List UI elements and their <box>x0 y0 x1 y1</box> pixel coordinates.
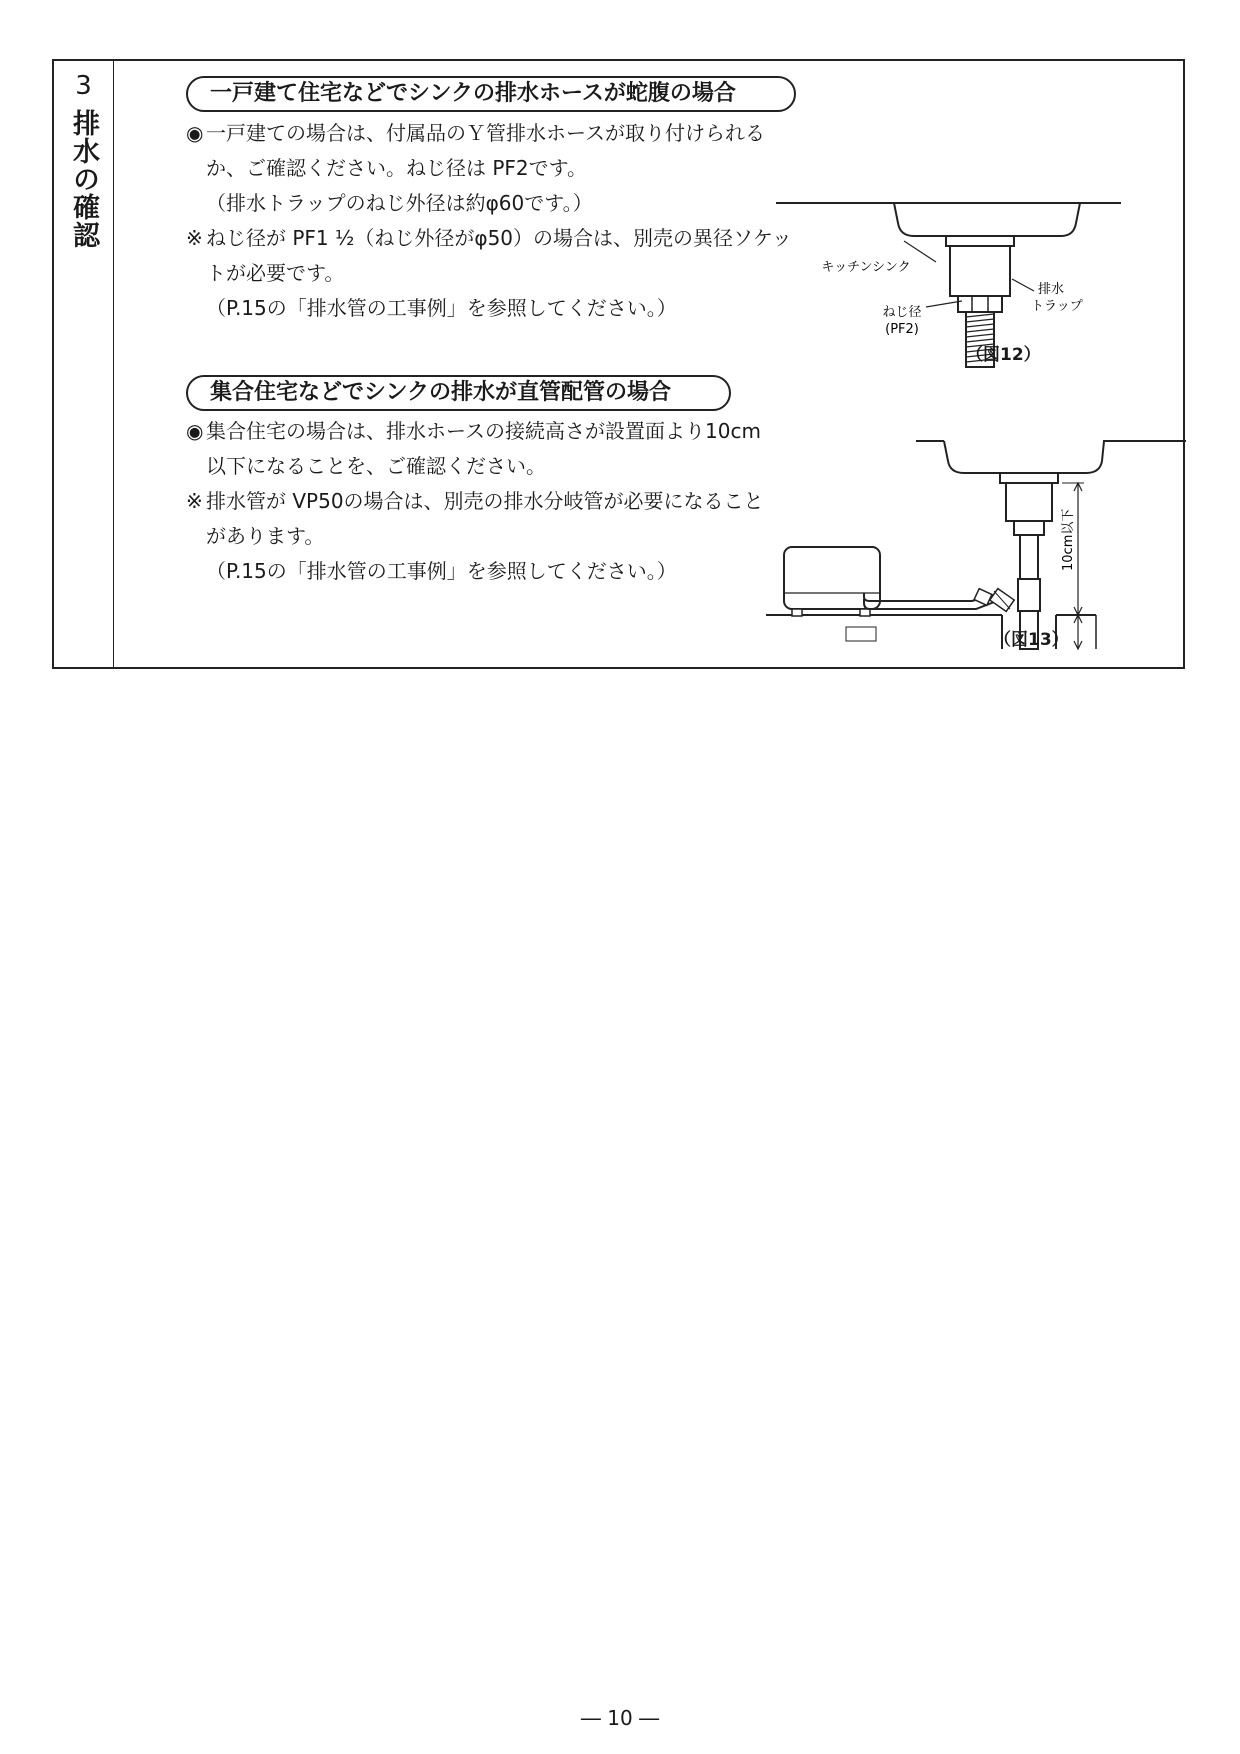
figure-12-caption: （図12） <box>966 345 1041 365</box>
figure-13-direct-pipe <box>766 431 1186 681</box>
section-frame <box>52 59 1185 669</box>
thread-nut <box>958 296 1002 312</box>
bullet-line: 一戸建ての場合は、付属品のＹ管排水ホースが取り付けられる <box>206 121 765 145</box>
drain-trap <box>1006 483 1052 521</box>
note-line: があります。 <box>206 524 325 548</box>
section-sidebar <box>54 61 114 667</box>
tee-joint <box>1018 579 1040 611</box>
sink-flange <box>1000 473 1058 483</box>
section-title: 排水の確認 <box>68 109 99 249</box>
label-kitchen-sink: キッチンシンク <box>821 260 911 275</box>
heading-apartment: 集合住宅などでシンクの排水が直管配管の場合 <box>186 375 731 411</box>
trap-flange <box>946 236 1014 246</box>
page-number: ― 10 ― <box>580 1706 660 1730</box>
bullet-line: （排水トラップのねじ外径は約φ60です。） <box>206 191 593 215</box>
note-line: トが必要です。 <box>206 261 345 285</box>
bullet-line: 集合住宅の場合は、排水ホースの接続高さが設置面より10cm <box>206 419 761 443</box>
drain-trap <box>950 246 1010 296</box>
label-thread-1: ねじ径 <box>882 305 922 320</box>
note-mark: ※ <box>186 226 203 250</box>
bullet-mark: ◉ <box>186 121 204 145</box>
label-trap-2: トラップ <box>1031 299 1083 314</box>
trap-pipe <box>1020 535 1038 579</box>
note-line: （P.15の「排水管の工事例」を参照してください。） <box>206 296 677 320</box>
sink-bowl <box>944 441 1186 473</box>
note-line: 排水管が VP50の場合は、別売の排水分岐管が必要になること <box>206 489 764 513</box>
note-line: ねじ径が PF1 ½（ねじ外径がφ50）の場合は、別売の異径ソケッ <box>206 226 792 250</box>
trap-leader <box>1012 279 1034 291</box>
figure-12-sink-trap <box>776 131 1176 371</box>
block-apartment <box>186 414 806 589</box>
thread-leader <box>926 301 962 307</box>
note-line: （P.15の「排水管の工事例」を参照してください。） <box>206 559 677 583</box>
dimension-label: 10cm以下 <box>1061 508 1076 571</box>
block-detached-house <box>186 116 806 326</box>
bullet-line: 以下になることを、ご確認ください。 <box>206 454 546 478</box>
note-mark: ※ <box>186 489 203 513</box>
bullet-line: か、ご確認ください。ねじ径は PF2です。 <box>206 156 588 180</box>
sink-bowl <box>894 203 1080 236</box>
label-trap-1: 排水 <box>1038 282 1065 297</box>
section-number: 3 <box>75 71 92 101</box>
bullet-mark: ◉ <box>186 419 204 443</box>
figure-13-caption: （図13） <box>994 630 1069 650</box>
heading-detached-house: 一戸建て住宅などでシンクの排水ホースが蛇腹の場合 <box>186 76 796 112</box>
trap-nut <box>1014 521 1044 535</box>
label-thread-2: (PF2) <box>885 322 919 337</box>
sink-leader <box>904 241 936 262</box>
